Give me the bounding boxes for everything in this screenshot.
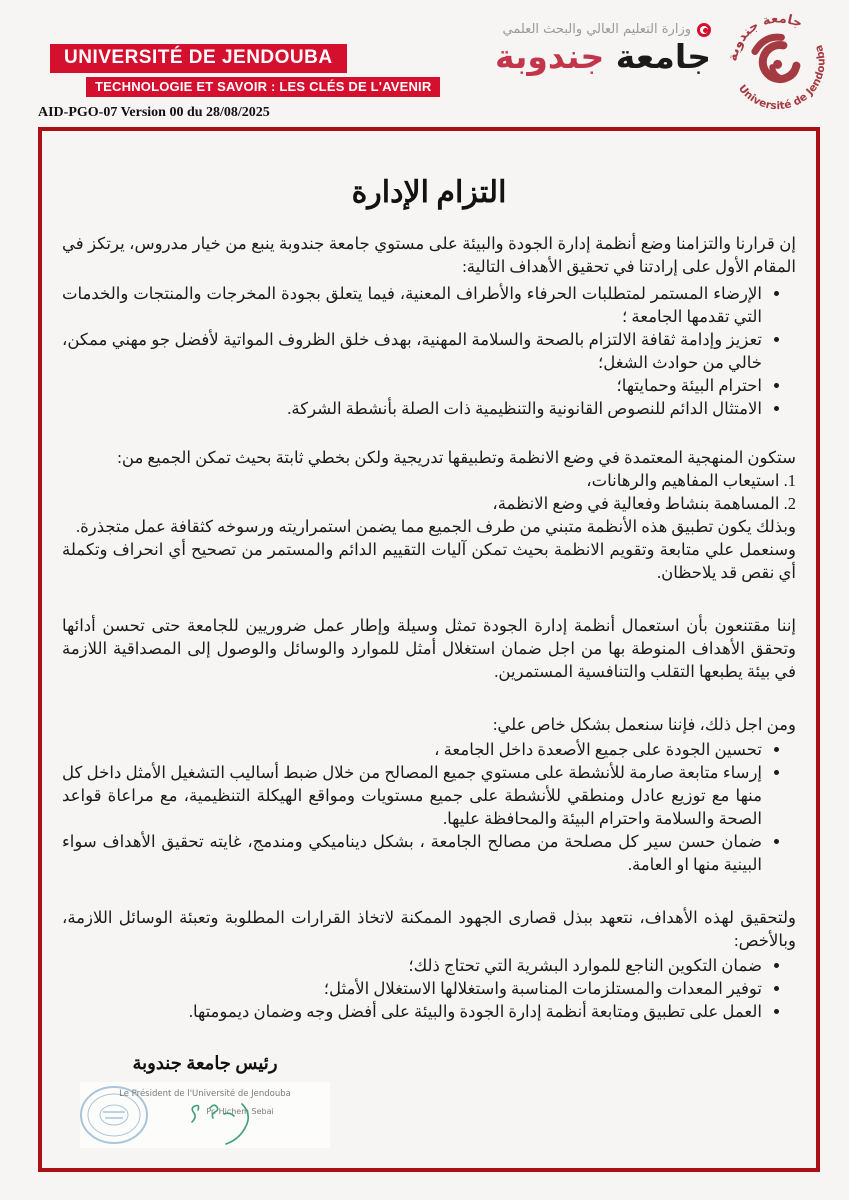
list-item: • ضمان التكوين الناجع للموارد البشرية التي تحتاج ذلك؛ bbox=[62, 954, 762, 977]
signature-card bbox=[80, 1082, 330, 1148]
list-item: • إرساء متابعة صارمة للأنشطة على مستوي جميع المصالح من خلال ضبط أساليب التشغيل الأمثل داخل كل منها مع توزيع عادل ومنطقي للأنشطة على جميع مستويات ومواقع الهيكلة التنظيمية، مع مراعاة قواعد الصحة والسلامة واحترام البيئة والمحافظة عليها. bbox=[62, 761, 762, 830]
commitment-intro: ولتحقيق لهذه الأهداف، نتعهد ببذل قصارى الجهود الممكنة لاتخاذ القرارات المطلوبة وتعبئة الوسائل اللازمة، وبالأخص: bbox=[62, 908, 796, 950]
signature-block bbox=[80, 1053, 330, 1148]
list-item: • العمل على تطبيق ومتابعة أنظمة إدارة الجودة والبيئة على أفضل وجه وضمان ديمومتها. bbox=[62, 1000, 762, 1023]
brand-word-black: جامعة bbox=[615, 37, 711, 76]
university-name-banner: UNIVERSITÉ DE JENDOUBA bbox=[50, 44, 347, 73]
university-seal-logo bbox=[698, 0, 849, 143]
document-reference: AID-PGO-07 Version 00 du 28/08/2025 bbox=[38, 105, 270, 120]
university-seal-icon bbox=[698, 0, 849, 143]
methodology-intro: ستكون المنهجية المعتمدة في وضع الانظمة وتطبيقها تدريجية ولكن بخطي ثابتة بحيث تمكن الجميع من: bbox=[117, 448, 796, 467]
seal-center-glyph bbox=[753, 33, 800, 86]
commitments-list bbox=[62, 954, 796, 1023]
list-item: • تحسين الجودة على جميع الأصعدة داخل الجامعة ، bbox=[62, 738, 762, 761]
ministry-line bbox=[495, 22, 711, 37]
document-title: التزام الإدارة bbox=[351, 176, 507, 209]
svg-text:جامعة جندوبة: جامعة جندوبة bbox=[725, 11, 805, 63]
university-brand-name bbox=[495, 39, 711, 75]
actions-intro: ومن اجل ذلك، فإننا سنعمل بشكل خاص علي: bbox=[492, 715, 796, 734]
numbered-item: المساهمة بنشاط وفعالية في وضع الانظمة، bbox=[492, 494, 780, 513]
conviction-paragraph: إننا مقتنعون بأن استعمال أنظمة إدارة الجودة تمثل وسيلة وإطار عمل ضروريين للجامعة حتى تحسن أدائها وتحقق الأهداف المنوطة بها من اجل ضمان استغلال أمثل للموارد والوسائل والوصول إلى المصداقية اللازمة في بيئة يطبعها التقلب والتنافسية المستمرين. bbox=[62, 616, 796, 681]
signatory-title-arabic: رئيس جامعة جندوبة bbox=[132, 1053, 278, 1073]
goals-list bbox=[62, 282, 796, 420]
signatory-title-french: Le Président de l'Université de Jendouba bbox=[119, 1089, 291, 1099]
methodology-note: وبذلك يكون تطبيق هذه الأنظمة متبني من طرف الجميع مما يضمن استمراريته ورسوخه كثقافة عمل متجذرة. bbox=[76, 517, 796, 536]
handwritten-signature-icon bbox=[180, 1100, 300, 1148]
methodology-note: وسنعمل علي متابعة وتقويم الانظمة بحيث تمكن آليات التقييم الدائم والمستمر من تصحيح أي انحراف وتكملة أي نقص قد يلاحظان. bbox=[62, 540, 796, 582]
university-brand-block bbox=[495, 22, 711, 75]
methodology-steps bbox=[62, 469, 796, 515]
ministry-name: وزارة التعليم العالي والبحث العلمي bbox=[502, 22, 691, 37]
document-body bbox=[62, 232, 796, 1023]
list-item: • توفير المعدات والمستلزمات المناسبة واستغلالها الاستغلال الأمثل؛ bbox=[62, 977, 762, 1000]
numbered-item: استيعاب المفاهيم والرهانات، bbox=[586, 471, 780, 490]
actions-list bbox=[62, 738, 796, 876]
list-item: • ضمان حسن سير كل مصلحة من مصالح الجامعة ، بشكل ديناميكي ومندمج، غايته تحقيق الأهداف سواء البينية منها او العامة. bbox=[62, 830, 762, 876]
list-item: • الإرضاء المستمر لمتطلبات الحرفاء والأطراف المعنية، فيما يتعلق بجودة المخرجات والمنتجات والخدمات التي تقدمها الجامعة ؛ bbox=[62, 282, 762, 328]
university-slogan-banner: TECHNOLOGIE ET SAVOIR : LES CLÉS DE L'AVENIR bbox=[86, 77, 440, 97]
brand-word-red: جندوبة bbox=[495, 37, 605, 76]
list-item: • الامتثال الدائم للنصوص القانونية والتنظيمية ذات الصلة بأنشطة الشركة. bbox=[62, 397, 762, 420]
list-item: • احترام البيئة وحمايتها؛ bbox=[62, 374, 762, 397]
list-item: • تعزيز وإدامة ثقافة الالتزام بالصحة والسلامة المهنية، بهدف خلق الظروف المواتية لأفضل جو مهني ممكن، خالي من حوادث الشغل؛ bbox=[62, 328, 762, 374]
signatory-name: Pr. Hichem Sebai bbox=[206, 1107, 274, 1116]
svg-text:Université de Jendouba: Université de Jendouba bbox=[735, 43, 828, 113]
methodology-section bbox=[62, 446, 796, 584]
document-frame bbox=[38, 127, 820, 1172]
intro-paragraph: إن قرارنا والتزامنا وضع أنظمة إدارة الجودة والبيئة على مستوي جامعة جندوبة ينبع من خيار مدروس، يرتكز في المقام الأول على إرادتنا في تحقيق الأهداف التالية: bbox=[62, 234, 796, 276]
